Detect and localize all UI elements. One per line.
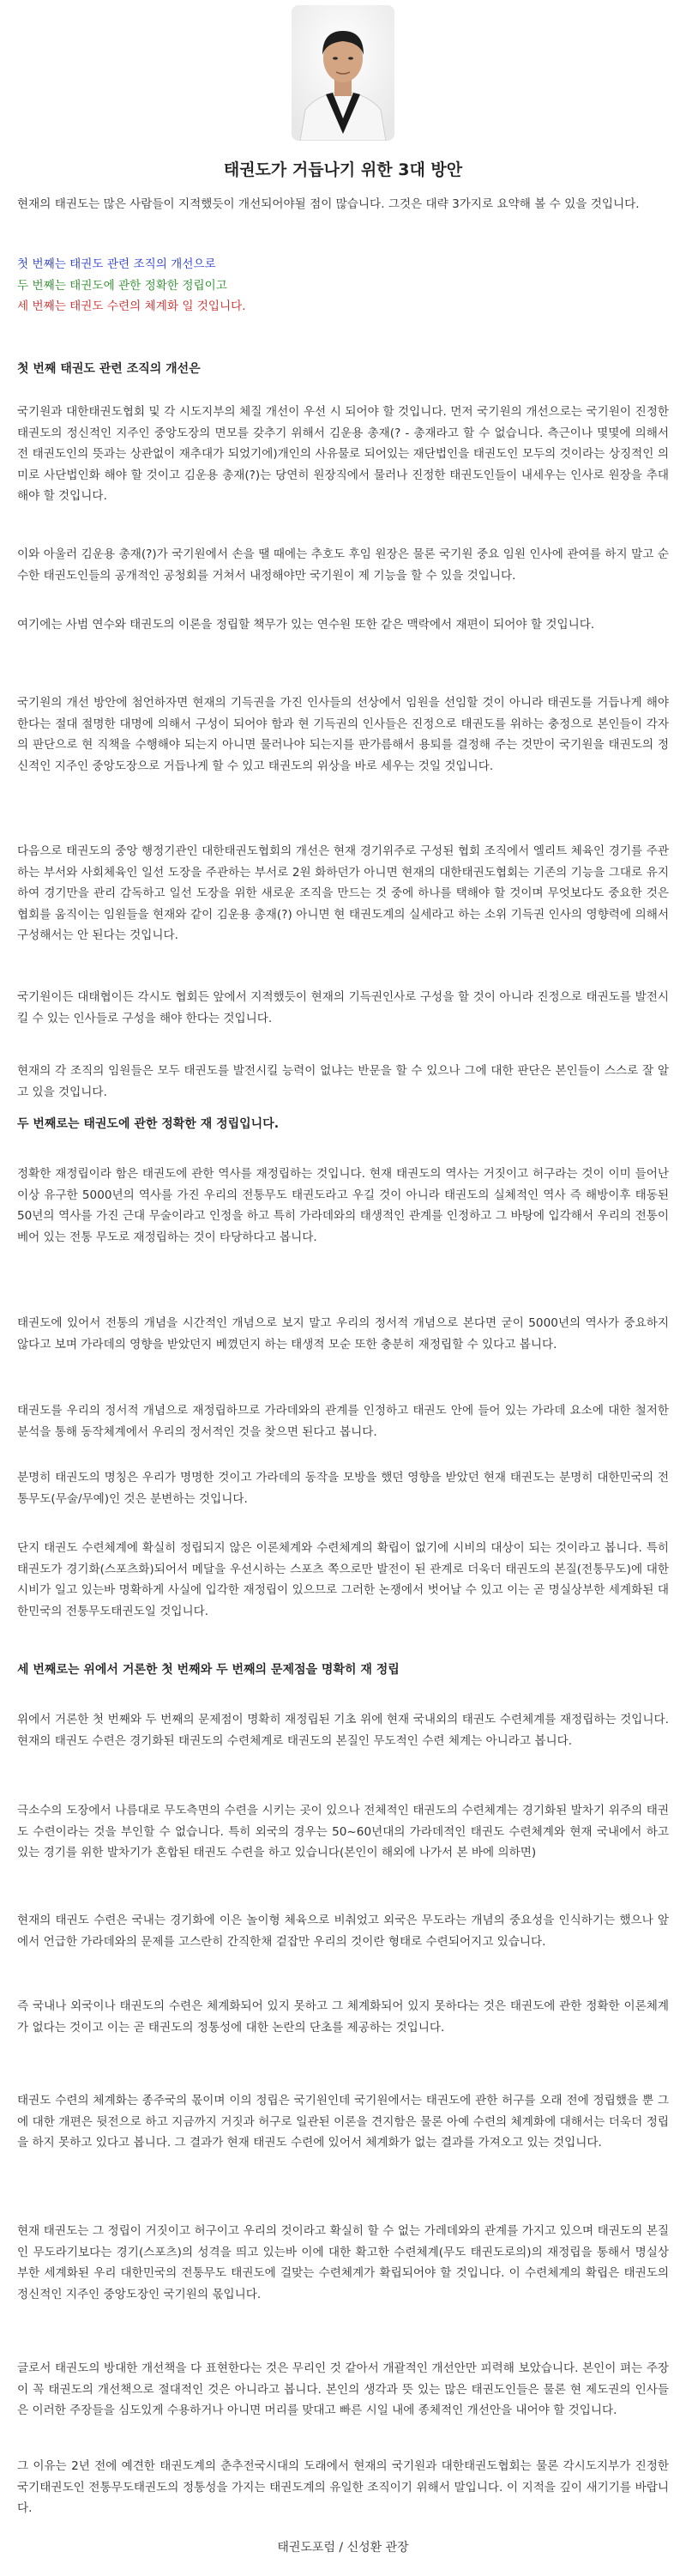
point-1: 첫 번째는 태권도 관련 조직의 개선으로 <box>17 257 216 271</box>
author-portrait <box>292 5 394 141</box>
section-3-paragraph: 그 이유는 2년 전에 예견한 태권도계의 춘추전국시대의 도래에서 현재의 국기원과 대한태권도협회는 물론 각시도지부가 진정한 국기태권도인 전통무도태권도의 정통성을 가지는 태권도계의 유일한 조직이기 위해서 말입니다. 이 지적을 깊이 새기기를 바랍니다. <box>17 2459 669 2515</box>
page-title: 태권도가 거듭나기 위한 3대 방안 <box>223 160 463 179</box>
section-3-paragraph: 태권도 수련의 체계화는 종주국의 몫이며 이의 정립은 국기원인데 국기원에서는 태권도에 관한 허구를 오래 전에 정립했을 뿐 그에 대한 개편은 뒷전으로 하고 지금까지 거짓과 허구로 일관된 이론을 견지함은 물론 아예 수련의 체계화에 대해서는 더욱더 정립을 하지 못하고 있다고 봅니다. 그 결과가 현재 태권도 수련에 있어서 체계화가 없는 결과를 가져오고 있는 것입니다. <box>17 2094 669 2150</box>
section-2-paragraph: 단지 태권도 수련체계에 확실히 정립되지 않은 이론체계와 수련체계의 확립이 없기에 시비의 대상이 되는 것이라고 봅니다. 특히 태권도가 경기화(스포츠화)되어서 메달을 우선시하는 스포츠 쪽으로만 발전이 된 관계로 더욱더 태권도의 본질(전통무도)에 대한 시비가 일고 있는바 명확하게 사실에 입각한 재정립이 있으므로 그러한 논쟁에서 벗어날 수 있고 이는 곧 명실상부한 세계화된 대한민국의 전통무도태권도일 것입니다. <box>17 1541 669 1618</box>
section-2-paragraph: 태권도를 우리의 정서적 개념으로 재정립하므로 가라데와의 관계를 인정하고 태권도 안에 들어 있는 가라데 요소에 대한 철저한 분석을 통해 동작체계에서 우리의 정서적인 것을 찾으면 된다고 봅니다. <box>17 1404 669 1439</box>
section-2-paragraph: 정확한 재정립이라 함은 태권도에 관한 역사를 재정립하는 것입니다. 현재 태권도의 역사는 거짓이고 허구라는 것이 이미 들어난 이상 유구한 5000년의 역사를 가진 우리의 전통무도 태권도라고 우길 것이 아니라 태권도의 실체적인 역사 즉 해방이후 태동된 50년의 역사를 가진 근대 무술이라고 인정을 하고 특히 가라데와의 태생적인 관계를 인정하고 그 바탕에 입각해서 우리의 전통이 베어 있는 전통 무도로 재정립하는 것이 타당하다고 봅니다. <box>17 1167 669 1244</box>
intro-paragraph: 현재의 태권도는 많은 사람들이 지적했듯이 개선되어야될 점이 많습니다. 그것은 대략 3가지로 요약해 볼 수 있을 것입니다. <box>17 197 640 211</box>
section-2-heading: 두 번째로는 태권도에 관한 정확한 재 정립입니다. <box>17 1117 280 1131</box>
section-2-paragraph: 분명히 태권도의 명칭은 우리가 명명한 것이고 가라데의 동작을 모방을 했던 영향을 받았던 현재 태권도는 분명히 대한민국의 전통무도(무술/무예)인 것은 분변하는 것입니다. <box>17 1471 669 1506</box>
point-2: 두 번째는 태권도에 관한 정확한 정립이고 <box>17 278 227 293</box>
section-1-paragraph: 현재의 각 조직의 임원들은 모두 태권도를 발전시킬 능력이 없냐는 반문을 할 수 있으나 그에 대한 판단은 본인들이 스스로 잘 알고 있을 것입니다. <box>17 1064 669 1099</box>
author-signature: 태권도포럼 / 신성환 관장 <box>277 2541 409 2555</box>
section-3-paragraph: 위에서 거론한 첫 번째와 두 번째의 문제점이 명확히 재정립된 기초 위에 현재 국내외의 태권도 수련체계를 재정립하는 것입니다. 현재의 태권도 수련은 경기화된 태권도의 수련체계로 태권도의 본질인 무도적인 수련 체계는 아니라고 봅니다. <box>17 1713 669 1748</box>
section-2-paragraph: 태권도에 있어서 전통의 개념을 시간적인 개념으로 보지 말고 우리의 정서적 개념으로 본다면 굳이 5000년의 역사가 중요하지 않다고 보며 가라데의 영향을 받았던지 베꼈던지 하는 태생적 모순 또한 충분히 재정립할 수 있다고 봅니다. <box>17 1316 669 1351</box>
section-1-paragraph: 이와 아울러 김운용 총재(?)가 국기원에서 손을 땔 때에는 추호도 후임 원장은 물론 국기원 중요 임원 인사에 관여를 하지 말고 순수한 태권도인들의 공개적인 공청회를 거쳐서 내정해야만 국기원이 제 기능을 할 수 있을 것입니다. <box>17 547 669 583</box>
section-3-heading: 세 번째로는 위에서 거론한 첫 번째와 두 번째의 문제점을 명확히 재 정립 <box>17 1663 400 1677</box>
point-3: 세 번째는 태권도 수련의 체계화 일 것입니다. <box>17 299 246 313</box>
section-3-paragraph: 현재 태권도는 그 정립이 거짓이고 허구이고 우리의 것이라고 확실히 할 수 없는 가레데와의 관계를 가지고 있으며 태권도의 본질인 무도라기보다는 경기(스포츠)의 성격을 띄고 있는바 이에 대한 확고한 수련체계(무도 태권도로의)의 재정립을 통해서 명실상부한 세계화된 우리 대한민국의 전통무도 태권도에 걸맞는 수련체계가 확립되어야 할 것입니다. 이 수련체계의 확립은 태권도의 정신적인 지주인 중앙도장인 국기원의 몫입니다. <box>17 2224 669 2301</box>
section-1-paragraph: 여기에는 사범 연수와 태권도의 이론을 정립할 책무가 있는 연수원 또한 같은 맥락에서 재편이 되어야 할 것입니다. <box>17 618 595 632</box>
section-3-paragraph: 즉 국내나 외국이나 태권도의 수련은 체계화되어 있지 못하고 그 체계화되어 있지 못하다는 것은 태권도에 관한 정확한 이론체계가 없다는 것이고 이는 곧 태권도의 정통성에 대한 논란의 단초를 제공하는 것입니다. <box>17 1999 669 2035</box>
section-1-paragraph: 국기원의 개선 방안에 첨언하자면 현재의 기득권을 가진 인사들의 선상에서 임원을 선임할 것이 아니라 태권도를 거듭나게 해야 한다는 절대 절명한 대명에 의해서 구성이 되어야 함과 현 기득권의 인사들은 진정으로 태권도를 위하는 충정으로 본인들이 각자의 판단으로 현 직책을 수행해야 되는지 아니면 물러나야 되는지를 판가름해서 용퇴를 결정해 주는 것만이 국기원을 태권도의 정신적인 지주인 중앙도장으로 거듭나게 할 수 있고 태권도의 위상을 바로 세우는 것일 것입니다. <box>17 696 669 773</box>
section-3-paragraph: 극소수의 도장에서 나름대로 무도측면의 수련을 시키는 곳이 있으나 전체적인 태권도의 수련체계는 경기화된 발차기 위주의 태권도 수련이라는 것을 부인할 수 없습니다. 특히 외국의 경우는 50~60년대의 가라데적인 태권도 수련체계와 현재 국내에서 하고 있는 경기를 위한 발차기가 혼합된 태권도 수련을 하고 있습니다(본인이 해외에 나가서 본 바에 의하면) <box>17 1804 669 1859</box>
section-1-heading: 첫 번째 태권도 관련 조직의 개선은 <box>17 362 201 376</box>
summary-points <box>17 254 669 317</box>
section-1-paragraph: 국기원과 대한태권도협회 및 각 시도지부의 체질 개선이 우선 시 되어야 할 것입니다. 먼저 국기원의 개선으로는 국기원이 진정한 태권도의 정신적인 지주인 중앙도장의 면모를 갖추기 위해서 김운용 총재(? - 총재라고 할 수 없습니다. 측근이나 몇몇에 의해서 전 태권도인의 뜻과는 상관없이 재추대가 되었기에)개인의 사유물로 되어있는 재단법인을 태권도인 모두의 것이라는 상징적인 의미로 사단법인화 해야 할 것이고 김운용 총재(?)는 당연히 원장직에서 물러나 진정한 태권도인들이 내세우는 인사로 원장을 추대해야 할 것입니다. <box>17 405 669 503</box>
section-1-paragraph: 국기원이든 대태협이든 각시도 협회든 앞에서 지적했듯이 현재의 기득권인사로 구성을 할 것이 아니라 진정으로 태권도를 발전시킬 수 있는 인사들로 구성을 해야 한다는 것입니다. <box>17 990 669 1025</box>
section-1-paragraph: 다음으로 태권도의 중앙 행정기관인 대한태권도협회의 개선은 현재 경기위주로 구성된 협회 조직에서 엘리트 체육인 경기를 주관하는 부서와 사회체육인 일선 도장을 주관하는 부서로 2원 화하던가 아니면 현재의 대한태권도협회는 기존의 기능을 그대로 유지하여 경기만을 관리 감독하고 일선 도장을 위한 새로운 조직을 만드는 것 중에 하나를 택해야 할 것이며 무엇보다도 중요한 것은 협회를 움직이는 임원들을 현재와 같이 김운용 총재(?) 아니면 현 태권도계의 실세라고 하는 소위 기득권 인사의 영향력에 의해서 구성해서는 안 된다는 것입니다. <box>17 844 669 942</box>
section-3-paragraph: 현재의 태권도 수련은 국내는 경기화에 이은 놀이형 체육으로 비춰었고 외국은 무도라는 개념의 중요성을 인식하기는 했으나 앞에서 언급한 가라데와의 문제를 고스란히 간직한채 겉잡만 우리의 것이란 형태로 수련되어지고 있습니다. <box>17 1914 669 1949</box>
section-3-paragraph: 글로서 태권도의 방대한 개선책을 다 표현한다는 것은 무리인 것 같아서 개괄적인 개선안만 피력해 보았습니다. 본인이 펴는 주장이 꼭 태권도의 개선책으로 절대적인 것은 아니라고 봅니다. 본인의 생각과 뜻 있는 많은 태권도인들은 물론 현 제도권의 인사들은 이러한 주장들을 심도있게 수용하거나 아니면 머리를 맞대고 빠른 시일 내에 종체적인 개선안을 내어야 할 것입니다. <box>17 2361 669 2417</box>
